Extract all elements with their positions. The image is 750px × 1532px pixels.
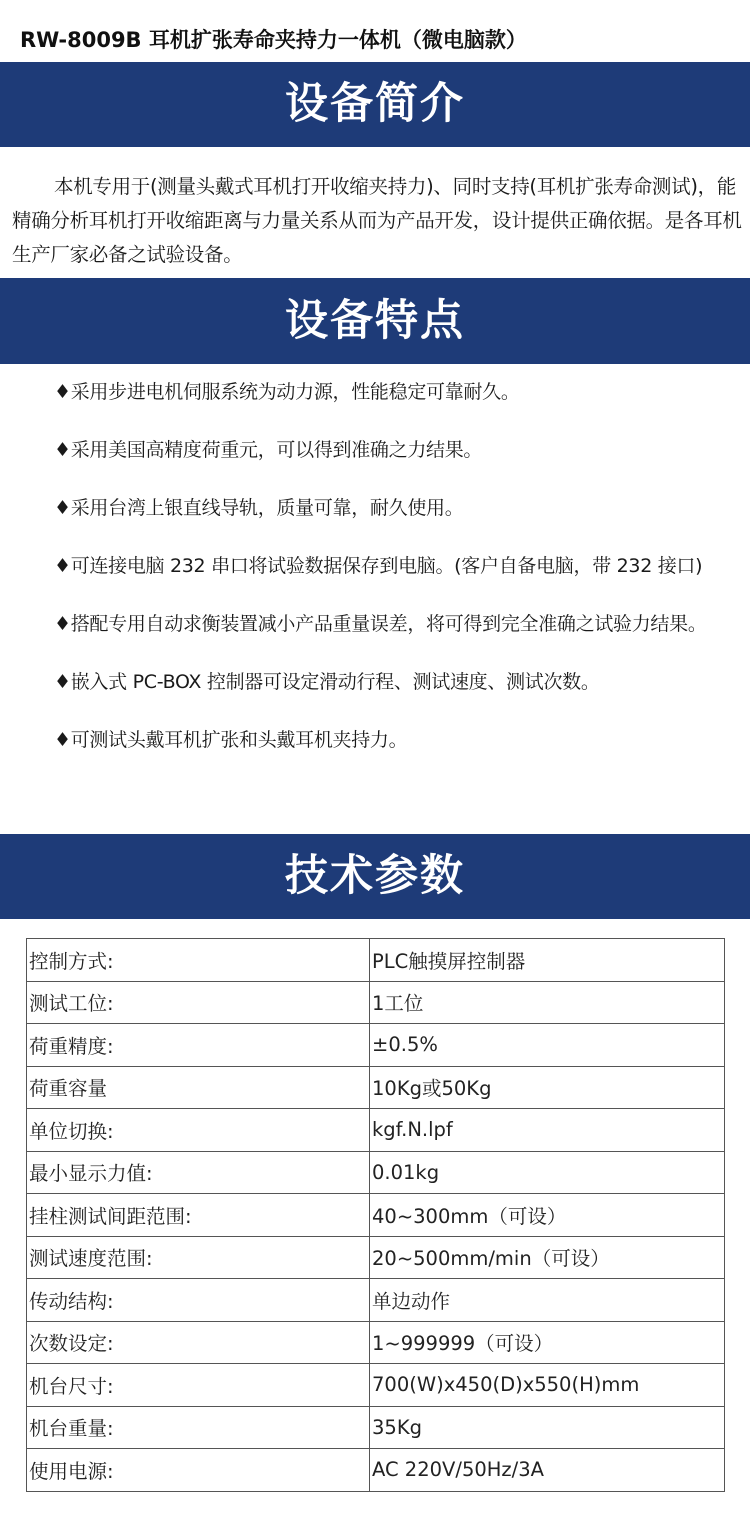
param-value: ±0.5%: [370, 1024, 725, 1067]
feature-item: ♦采用步进电机伺服系统为动力源，性能稳定可靠耐久。: [54, 381, 520, 403]
param-key: 次数设定:: [27, 1321, 370, 1364]
param-value: 20~500mm/min（可设）: [370, 1236, 725, 1279]
param-key: 传动结构:: [27, 1279, 370, 1322]
param-value: AC 220V/50Hz/3A: [370, 1449, 725, 1492]
product-title: RW-8009B 耳机扩张寿命夹持力一体机（微电脑款）: [20, 28, 527, 52]
param-key: 荷重容量: [27, 1066, 370, 1109]
param-value: 单边动作: [370, 1279, 725, 1322]
features-heading-banner: 设备特点: [0, 278, 750, 364]
table-row: [27, 1279, 725, 1322]
table-row: [27, 1151, 725, 1194]
table-row: [27, 1449, 725, 1492]
param-key: 测试速度范围:: [27, 1236, 370, 1279]
param-value: 0.01kg: [370, 1151, 725, 1194]
param-key: 挂柱测试间距范围:: [27, 1194, 370, 1237]
param-value: 1工位: [370, 981, 725, 1024]
feature-item: ♦搭配专用自动求衡装置减小产品重量误差，将可得到完全准确之试验力结果。: [54, 613, 707, 635]
table-row: [27, 1406, 725, 1449]
feature-item: ♦采用美国高精度荷重元，可以得到准确之力结果。: [54, 439, 483, 461]
param-value: 40~300mm（可设）: [370, 1194, 725, 1237]
params-heading-banner: 技术参数: [0, 834, 750, 919]
feature-item: ♦可连接电脑 232 串口将试验数据保存到电脑。(客户自备电脑，带 232 接口): [54, 555, 703, 577]
param-key: 荷重精度:: [27, 1024, 370, 1067]
table-row: [27, 1024, 725, 1067]
param-value: 10Kg或50Kg: [370, 1066, 725, 1109]
param-key: 机台重量:: [27, 1406, 370, 1449]
param-key: 控制方式:: [27, 939, 370, 982]
param-key: 单位切换:: [27, 1109, 370, 1152]
intro-heading-banner: 设备简介: [0, 62, 750, 147]
param-key: 测试工位:: [27, 981, 370, 1024]
feature-item: ♦采用台湾上银直线导轨，质量可靠，耐久使用。: [54, 497, 464, 519]
table-row: [27, 1194, 725, 1237]
param-value: 35Kg: [370, 1406, 725, 1449]
param-value: 700(W)x450(D)x550(H)mm: [370, 1364, 725, 1407]
param-value: PLC触摸屏控制器: [370, 939, 725, 982]
feature-item: ♦嵌入式 PC-BOX 控制器可设定滑动行程、测试速度、测试次数。: [54, 671, 600, 693]
param-key: 使用电源:: [27, 1449, 370, 1492]
table-row: [27, 1066, 725, 1109]
param-key: 机台尺寸:: [27, 1364, 370, 1407]
table-row: [27, 1109, 725, 1152]
params-table: [26, 938, 725, 1492]
table-row: [27, 1364, 725, 1407]
table-row: [27, 981, 725, 1024]
params-section: [0, 919, 750, 1492]
table-row: [27, 1236, 725, 1279]
table-row: [27, 1321, 725, 1364]
param-key: 最小显示力值:: [27, 1151, 370, 1194]
intro-paragraph: 本机专用于(测量头戴式耳机打开收缩夹持力)、同时支持(耳机扩张寿命测试)，能精确分析耳机打开收缩距离与力量关系从而为产品开发，设计提供正确依据。是各耳机生产厂家必备之试验设备。: [12, 175, 742, 266]
feature-item: ♦可测试头戴耳机扩张和头戴耳机夹持力。: [54, 729, 408, 751]
features-list: [0, 364, 750, 834]
param-value: 1~999999（可设）: [370, 1321, 725, 1364]
param-value: kgf.N.lpf: [370, 1109, 725, 1152]
table-row: [27, 939, 725, 982]
